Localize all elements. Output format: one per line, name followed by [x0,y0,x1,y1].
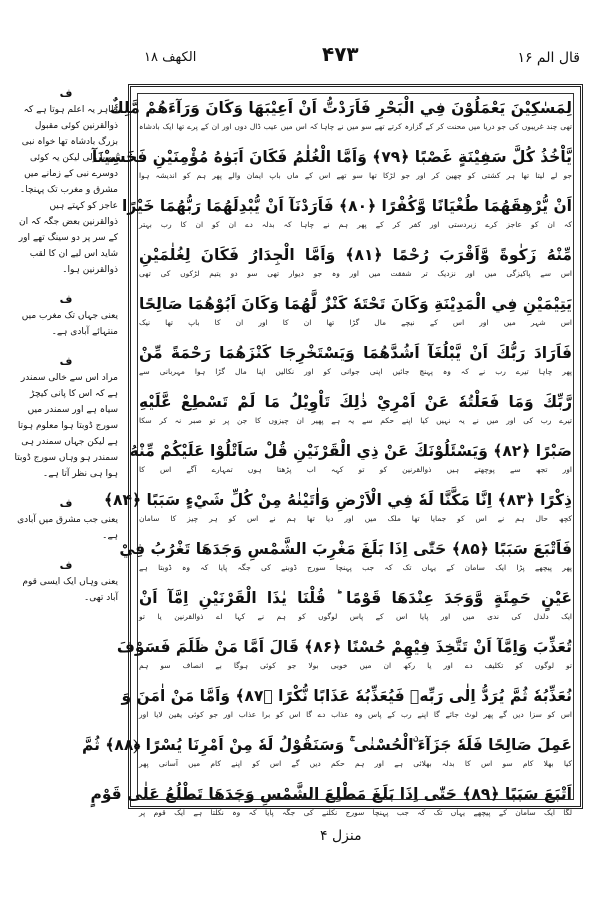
quran-text [81,95,572,817]
note-marker: ف [59,559,73,572]
margin-notes [14,86,118,766]
arabic-text: عَمِلَ صَالِحًا فَلَهٗ جَزَآءَ ۨالْحُسْنٰى ۚ وَسَنَقُوْلُ لَهٗ مِنْ اَمْرِنَا يُسْرًا ﴿۸۸﴾ ثُمَّ [81,736,572,754]
translation-text: جو لے لیتا تھا ہر کشتی کو چھین کر اور جو لڑکا تھا سو تھے اس کے ماں باپ ایمان والے پھر ہم کو اندیشہ ہوا [139,171,572,180]
verse-line [121,683,572,732]
surah-name: الكهف ۱۸ [144,50,197,65]
translation-text: پھر پیچھے پڑا ایک سامان کے یہاں تک کہ جب پہنچا سورج ڈوبنے کی جگہ پایا کہ وہ ڈوبتا ہے [139,563,572,572]
verse-line [81,732,572,781]
verse-line [129,438,572,487]
note-text: یعنی جہاں تک مغرب میں منتہائے آبادی ہے۔ [21,311,118,337]
arabic-text: اَنْ يُّرْهِقَهُمَا طُغْيَانًا وَّكُفْرًا ﴿۸۰﴾ فَاَرَدْنَآ اَنْ يُّبْدِلَهُمَا رَبُّهُمَا خَيْرًا [122,197,572,215]
arabic-text: تُعَذِّبَ وَاِمَّآ اَنْ تَتَّخِذَ فِيْهِمْ حُسْنًا ﴿۸۶﴾ قَالَ اَمَّا مَنْ ظَلَمَ فَسَوْفَ [116,638,572,656]
margin-note [14,354,118,482]
margin-note [14,86,118,278]
translation-text: ایک دلدل کی ندی میں اور پایا اس کے پاس لوگوں کو ہم نے کہا اے ذوالقرنین یا تو [139,612,572,621]
manzil-label: منزل ۴ [320,828,362,844]
verse-line [122,193,572,242]
arabic-text: يَتِيْمَيْنِ فِي الْمَدِيْنَةِ وَكَانَ تَحْتَهٗ كَنْزٌ لَّهُمَا وَكَانَ اَبُوْهُمَا صَالِحًا [139,295,572,313]
arabic-text: ذِكْرًا ﴿۸۳﴾ اِنَّا مَكَّنَّا لَهٗ فِي الْاَرْضِ وَاٰتَيْنٰهُ مِنْ كُلِّ شَيْءٍ سَبَبًا ﴿۸۴﴾ [103,491,572,509]
arabic-text: فَاَرَادَ رَبُّكَ اَنْ يَّبْلُغَآ اَشُدَّهُمَا وَيَسْتَخْرِجَا كَنْزَهُمَا رَحْمَةً مِّنْ [139,344,572,362]
translation-text: کیا بھلا کام سو اس کا بدلہ بھلائی ہے اور ہم حکم دیں گے اس کو اپنے کام میں آسانی پھر [139,759,572,768]
arabic-text: اَتْبَعَ سَبَبًا ﴿۸۹﴾ حَتّٰى اِذَا بَلَغَ مَطْلِعَ الشَّمْسِ وَجَدَهَا تَطْلُعُ عَلٰى قَوْمٍ [90,785,572,803]
verse-line [139,242,572,291]
juz-name: قال الم ۱۶ [517,50,580,66]
arabic-text: يَّاْخُذُ كُلَّ سَفِيْنَةٍ غَصْبًا ﴿۷۹﴾ وَاَمَّا الْغُلٰمُ فَكَانَ اَبَوٰهُ مُؤْمِنَيْنِ فَخَشِيْنَآ [91,148,572,166]
verse-line [116,634,572,683]
arabic-text: رَّبِّكَ وَمَا فَعَلْتُهٗ عَنْ اَمْرِيْ ذٰلِكَ تَاْوِيْلُ مَا لَمْ تَسْطِعْ عَّلَيْهِ [139,393,572,411]
note-marker: ف [59,355,73,368]
translation-text: اور تجھ سے پوچھتے ہیں ذوالقرنین کو تو کہہ اب پڑھتا ہوں تمہارے آگے اس کا [139,465,572,474]
note-text: ظاہر یہ اعلم ہوتا ہے کہ ذوالقرنین کوئی مقبول بزرگ بادشاہ تھا خواہ نبی ہو یا ولی لیکن یہ کوئی دوسرے نبی کے زمانے میں مشرق و مغرب تک پہنچا۔ عاجز کو کہتے ہیں ذوالقرنین بعض جگہ کہ ان کے سر پر دو سینگ تھے اور شاید اس لیے ان کا لقب ذوالقرنین ہوا۔ [18,105,118,275]
translation-text: تھی چند غریبوں کی جو دریا میں محنت کر کے گزارہ کرتے تھے سو میں نے چاہا کہ اس میں عیب ڈال دوں اور ان کے پرے تھا ایک بادشاہ [139,122,572,131]
verse-line [139,389,572,438]
verse-line [103,487,572,536]
translation-text: لگا ایک سامان کے پیچھے یہاں تک کہ جب پہنچا سورج نکلنے کی جگہ پایا کہ وہ نکلتا ہے ایک قوم پر [139,808,572,817]
note-text: یعنی جب مشرق میں آبادی ہے۔ [17,515,118,541]
verse-line [139,291,572,340]
translation-text: اس سے پاکیزگی میں اور نزدیک تر شفقت میں اور وہ جو دیوار تھی سو دو یتیم لڑکوں کی تھی [139,269,572,278]
verse-line [139,340,572,389]
translation-text: تیرے رب کی اور میں نے یہ نہیں کیا اپنے حکم سے یہ ہے پھیر ان چیزوں کا جن پر تو صبر نہ کر سکا [139,416,572,425]
verse-line [90,781,572,830]
note-marker: ف [59,87,73,100]
note-marker: ف [59,293,73,306]
note-marker: ف [59,497,73,510]
arabic-text: صَبْرًا ﴿۸۲﴾ وَيَسْئَلُوْنَكَ عَنْ ذِي الْقَرْنَيْنِ قُلْ سَاَتْلُوْا عَلَيْكُمْ مِّنْهُ [129,442,572,460]
arabic-text: نُعَذِّبُهٗ ثُمَّ يُرَدُّ اِلٰى رَبِّهٖ فَيُعَذِّبُهٗ عَذَابًا نُّكْرًا ﴿۸۷﴾ وَاَمَّا مَنْ اٰمَنَ وَ [121,687,572,705]
translation-text: کچھ حال ہم نے اس کو جمایا تھا ملک میں اور دیا تھا ہم نے اس کو ہر چیز کا سامان [139,514,572,523]
note-text: یعنی وہاں ایک ایسی قوم آباد تھی۔ [22,577,118,603]
arabic-text: عَيْنٍ حَمِئَةٍ وَّوَجَدَ عِنْدَهَا قَوْمًا ؕ قُلْنَا يٰذَا الْقَرْنَيْنِ اِمَّآ اَنْ [139,589,572,607]
translation-text: تو لوگوں کو تکلیف دے اور یا رکھ ان میں خوبی بولا جو کوئی ہوگا بے انصاف سو ہم [139,661,572,670]
verse-line [109,95,572,144]
verse-line [91,144,572,193]
margin-note [14,558,118,606]
text-frame [81,84,583,817]
arabic-text: فَاَتْبَعَ سَبَبًا ﴿۸۵﴾ حَتّٰى اِذَا بَلَغَ مَغْرِبَ الشَّمْسِ وَجَدَهَا تَغْرُبُ فِيْ [119,540,572,558]
note-text: مراد اس سے خالی سمندر ہے کہ اس کا پانی کیچڑ سیاہ ہے اور سمندر میں سورج ڈوبتا ہوا معلوم ہوتا ہے لیکن جہاں سمندر ہی سمندر ہو وہاں سورج ڈوبتا ہوا ہی نظر آتا ہے۔ [14,373,118,479]
translation-text: اس کو سزا دیں گے پھر لوٹ جائے گا اپنے رب کے پاس وہ عذاب دے گا اس کو برا عذاب اور جو کوئی یقین لایا اور [139,710,572,719]
margin-note [14,292,118,340]
page-number: ۴۷۳ [322,42,359,66]
verse-line [139,585,572,634]
arabic-text: مِّنْهُ زَكٰوةً وَّاَقْرَبَ رُحْمًا ﴿۸۱﴾ وَاَمَّا الْجِدَارُ فَكَانَ لِغُلٰمَيْنِ [139,246,572,264]
page-header [122,40,584,80]
translation-text: اس شہر میں اور اس کے نیچے مال گڑا تھا ان کا اور ان کا باپ تھا نیک [139,318,572,327]
margin-note [14,496,118,544]
translation-text: کہ ان کو عاجز کرے زبردستی اور کفر کر کے پھر ہم نے چاہا کہ بدلہ دے ان کو ان کا رب بہتر [139,220,572,229]
verse-line [119,536,572,585]
arabic-text: لِمَسٰكِيْنَ يَعْمَلُوْنَ فِي الْبَحْرِ فَاَرَدْتُّ اَنْ اَعِيْبَهَا وَكَانَ وَرَآءَهُمْ مَّلِكٌ [109,99,572,117]
translation-text: پھر چاہا تیرے رب نے کہ وہ پہنچ جائیں اپنی جوانی کو اور نکالیں اپنا مال گڑا ہوا مہربانی سے [139,367,572,376]
